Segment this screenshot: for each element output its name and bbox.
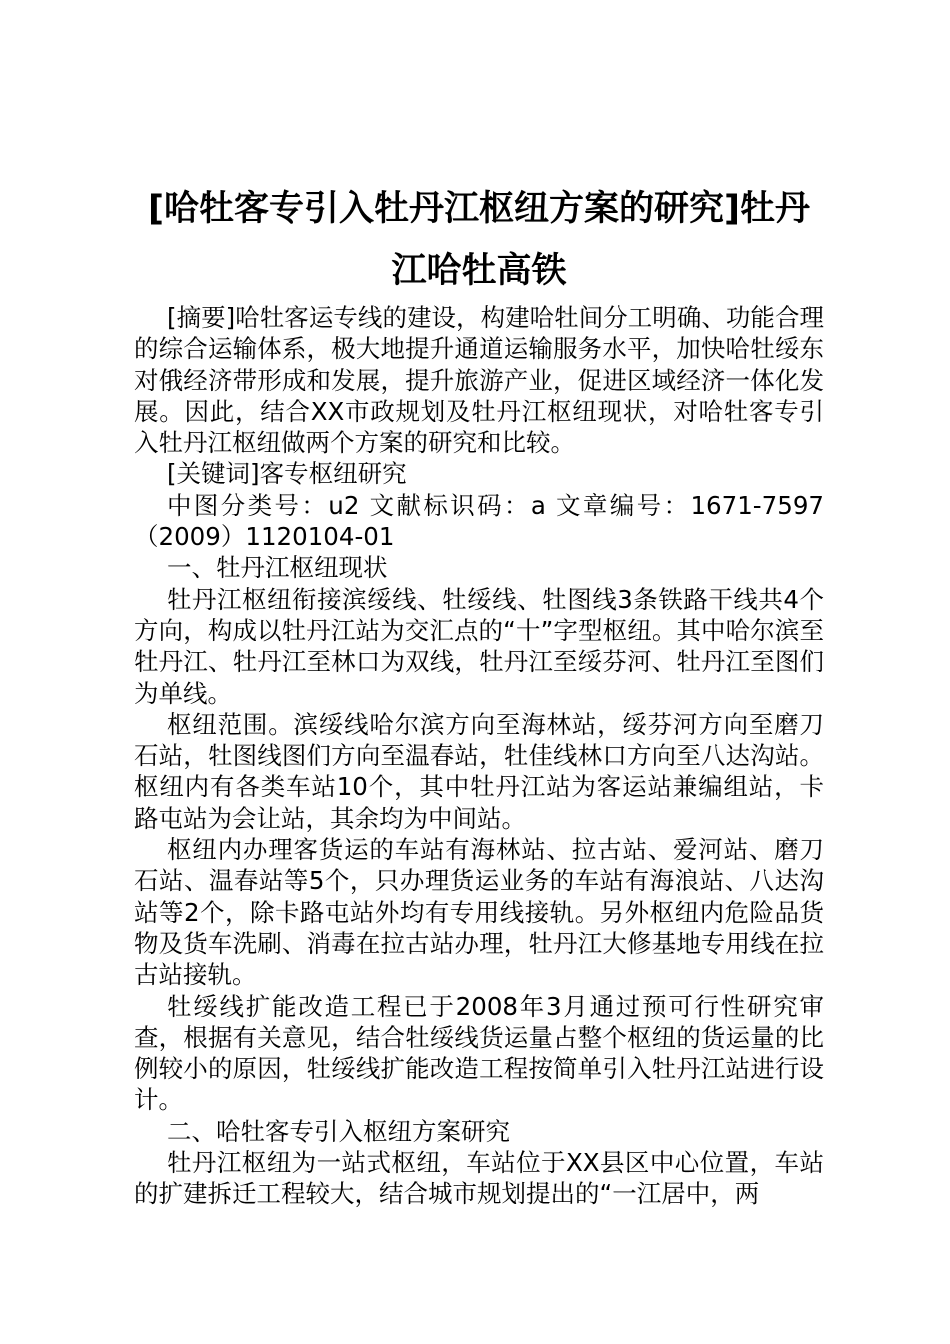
document-title: [哈牡客专引入牡丹江枢纽方案的研究]牡丹江哈牡高铁 [148, 189, 810, 291]
body-paragraph: 牡丹江枢纽为一站式枢纽，车站位于XX县区中心位置，车站的扩建拆迁工程较大，结合城市规划提出的“一江居中，两 [134, 1148, 824, 1209]
section-heading-1: 一、牡丹江枢纽现状 [167, 553, 388, 583]
body-paragraph: 牡绥线扩能改造工程已于2008年3月通过预可行性研究审查，根据有关意见，结合牡绥线货运量占整个枢纽的货运量的比例较小的原因，牡绥线扩能改造工程按简单引入牡丹江站进行设计。 [134, 991, 824, 1115]
keywords-paragraph: [关键词]客专枢纽研究 [167, 459, 407, 489]
document-body [134, 302, 824, 1210]
document-page [134, 178, 824, 1210]
abstract-paragraph: [摘要]哈牡客运专线的建设，构建哈牡间分工明确、功能合理的综合运输体系，极大地提升通道运输服务水平，加快哈牡绥东对俄经济带形成和发展，提升旅游产业，促进区域经济一体化发展。因此，结合XX市政规划及牡丹江枢纽现状，对哈牡客专引入牡丹江枢纽做两个方案的研究和比较。 [134, 303, 824, 458]
classification-paragraph: 中图分类号：u2 文献标识码：a 文章编号：1671-7597（2009）1120104-01 [134, 490, 824, 552]
body-paragraph: 牡丹江枢纽衔接滨绥线、牡绥线、牡图线3条铁路干线共4个方向，构成以牡丹江站为交汇点的“十”字型枢纽。其中哈尔滨至牡丹江、牡丹江至林口为双线，牡丹江至绥芬河、牡丹江至图们为单线。 [134, 584, 824, 708]
section-heading-2: 二、哈牡客专引入枢纽方案研究 [167, 1116, 510, 1146]
body-paragraph: 枢纽内办理客货运的车站有海林站、拉古站、爱河站、磨刀石站、温春站等5个，只办理货运业务的车站有海浪站、八达沟站等2个，除卡路屯站外均有专用线接轨。另外枢纽内危险品货物及货车洗刷、消毒在拉古站办理，牡丹江大修基地专用线在拉古站接轨。 [134, 835, 824, 990]
body-paragraph: 枢纽范围。滨绥线哈尔滨方向至海林站，绥芬河方向至磨刀石站，牡图线图们方向至温春站，牡佳线林口方向至八达沟站。枢纽内有各类车站10个，其中牡丹江站为客运站兼编组站，卡路屯站为会让站，其余均为中间站。 [134, 709, 824, 833]
